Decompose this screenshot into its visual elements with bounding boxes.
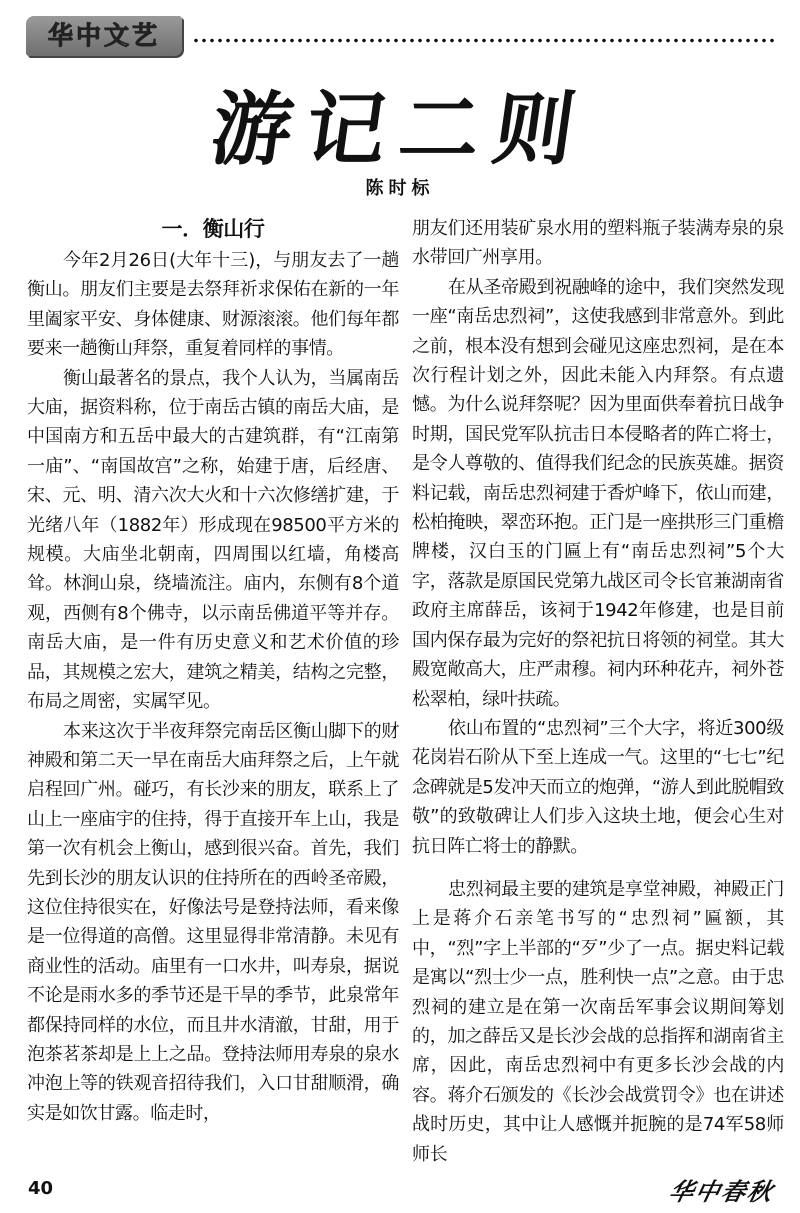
article-author: 陈时标 xyxy=(365,178,435,199)
page-number: 40 xyxy=(28,1178,54,1199)
paragraph: 本来这次于半夜拜祭完南岳区衡山脚下的财神殿和第二天一早在南岳大庙拜祭之后，上午就启程回广州。碰巧，有长沙来的朋友，联系上了山上一座庙宇的住持，得于直接开车上山，我是第一次有机会上衡山，感到很兴奋。首先，我们先到长沙的朋友认识的住持所在的西岭圣帝殿，这位住持很实在，好像法号是登持法师，看来像是一位得道的高僧。这里显得非常清静。未见有商业性的活动。庙里有一口水井，叫寿泉，据说不论是雨水多的季节还是干旱的季节，此泉常年都保持同样的水位，而且井水清澈，甘甜，用于泡茶茗茶却是上上之品。登持法师用寿泉的泉水冲泡上等的铁观音招待我们，入口甘甜顺滑，确实是如饮甘露。临走时， xyxy=(27,720,399,1124)
column-tag: 华中文艺 xyxy=(26,16,182,56)
dotted-rule xyxy=(192,38,778,43)
left-column xyxy=(27,214,399,1128)
magazine-logo: 华中春秋 xyxy=(666,1177,777,1206)
paragraph-continuation: 朋友们还用装矿泉水用的塑料瓶子装满寿泉的泉水带回广州享用。 xyxy=(412,218,784,269)
paragraph: 忠烈祠最主要的建筑是享堂神殿，神殿正门上是蒋介石亲笔书写的“忠烈祠”匾额，其中，“烈”字上半部的“歹”少了一点。据史料记载是寓以“烈士少一点，胜利快一点”之意。由于忠烈祠的建立是在第一次南岳军事会议期间筹划的，加之薛岳又是长沙会战的总指挥和湖南省主席，因此，南岳忠烈祠中有更多长沙会战的内容。蒋介石颁发的《长沙会战赏罚令》也在讲述战时历史，其中让人感慨并扼腕的是74军58师师长 xyxy=(412,878,784,1165)
section-heading: 一．衡山行 xyxy=(161,217,265,241)
paragraph: 依山布置的“忠烈祠”三个大字，将近300级花岗岩石阶从下至上连成一气。这里的“七七”纪念碑就是5发冲天而立的炮弹，“游人到此脱帽致敬”的致敬碑让人们步入这块土地，便会心生对抗日阵亡将士的静默。 xyxy=(412,717,784,857)
right-column xyxy=(412,214,784,1169)
paragraph: 在从圣帝殿到祝融峰的途中，我们突然发现一座“南岳忠烈祠”，这使我感到非常意外。到此之前，根本没有想到会碰见这座忠烈祠，是在本次行程计划之外，因此未能入内拜祭。有点遗憾。为什么说拜祭呢？因为里面供奉着抗日战争时期，国民党军队抗击日本侵略者的阵亡将士，是令人尊敬的、值得我们纪念的民族英雄。据资料记载，南岳忠烈祠建于香炉峰下，依山而建，松柏掩映，翠峦环抱。正门是一座拱形三门重檐牌楼，汉白玉的门匾上有“南岳忠烈祠”5个大字，落款是原国民党第九战区司令长官兼湖南省政府主席薛岳，该祠于1942年修建，也是目前国内保存最为完好的祭祀抗日将领的祠堂。其大殿宽敞高大，庄严肃穆。祠内环种花卉，祠外苍松翠柏，绿叶扶疏。 xyxy=(412,276,784,710)
paragraph: 今年2月26日(大年十三)，与朋友去了一趟衡山。朋友们主要是去祭拜祈求保佑在新的一年里阖家平安、身体健康、财源滚滚。他们每年都要来一趟衡山拜祭，重复着同样的事情。 xyxy=(27,250,399,360)
paragraph: 衡山最著名的景点，我个人认为，当属南岳大庙，据资料称，位于南岳古镇的南岳大庙，是中国南方和五岳中最大的古建筑群，有“江南第一庙”、“南国故宫”之称，始建于唐，后经唐、宋、元、明、清六次大火和十六次修缮扩建，于光绪八年（1882年）形成现在98500平方米的规模。大庙坐北朝南，四周围以红墙，角楼高耸。林涧山泉，绕墙流注。庙内，东侧有8个道观，西侧有8个佛寺，以示南岳佛道平等并存。南岳大庙，是一件有历史意义和艺术价值的珍品，其规模之宏大，建筑之精美，结构之完整，布局之周密，实属罕见。 xyxy=(27,367,399,713)
article-title: 游记二则 xyxy=(205,83,595,176)
